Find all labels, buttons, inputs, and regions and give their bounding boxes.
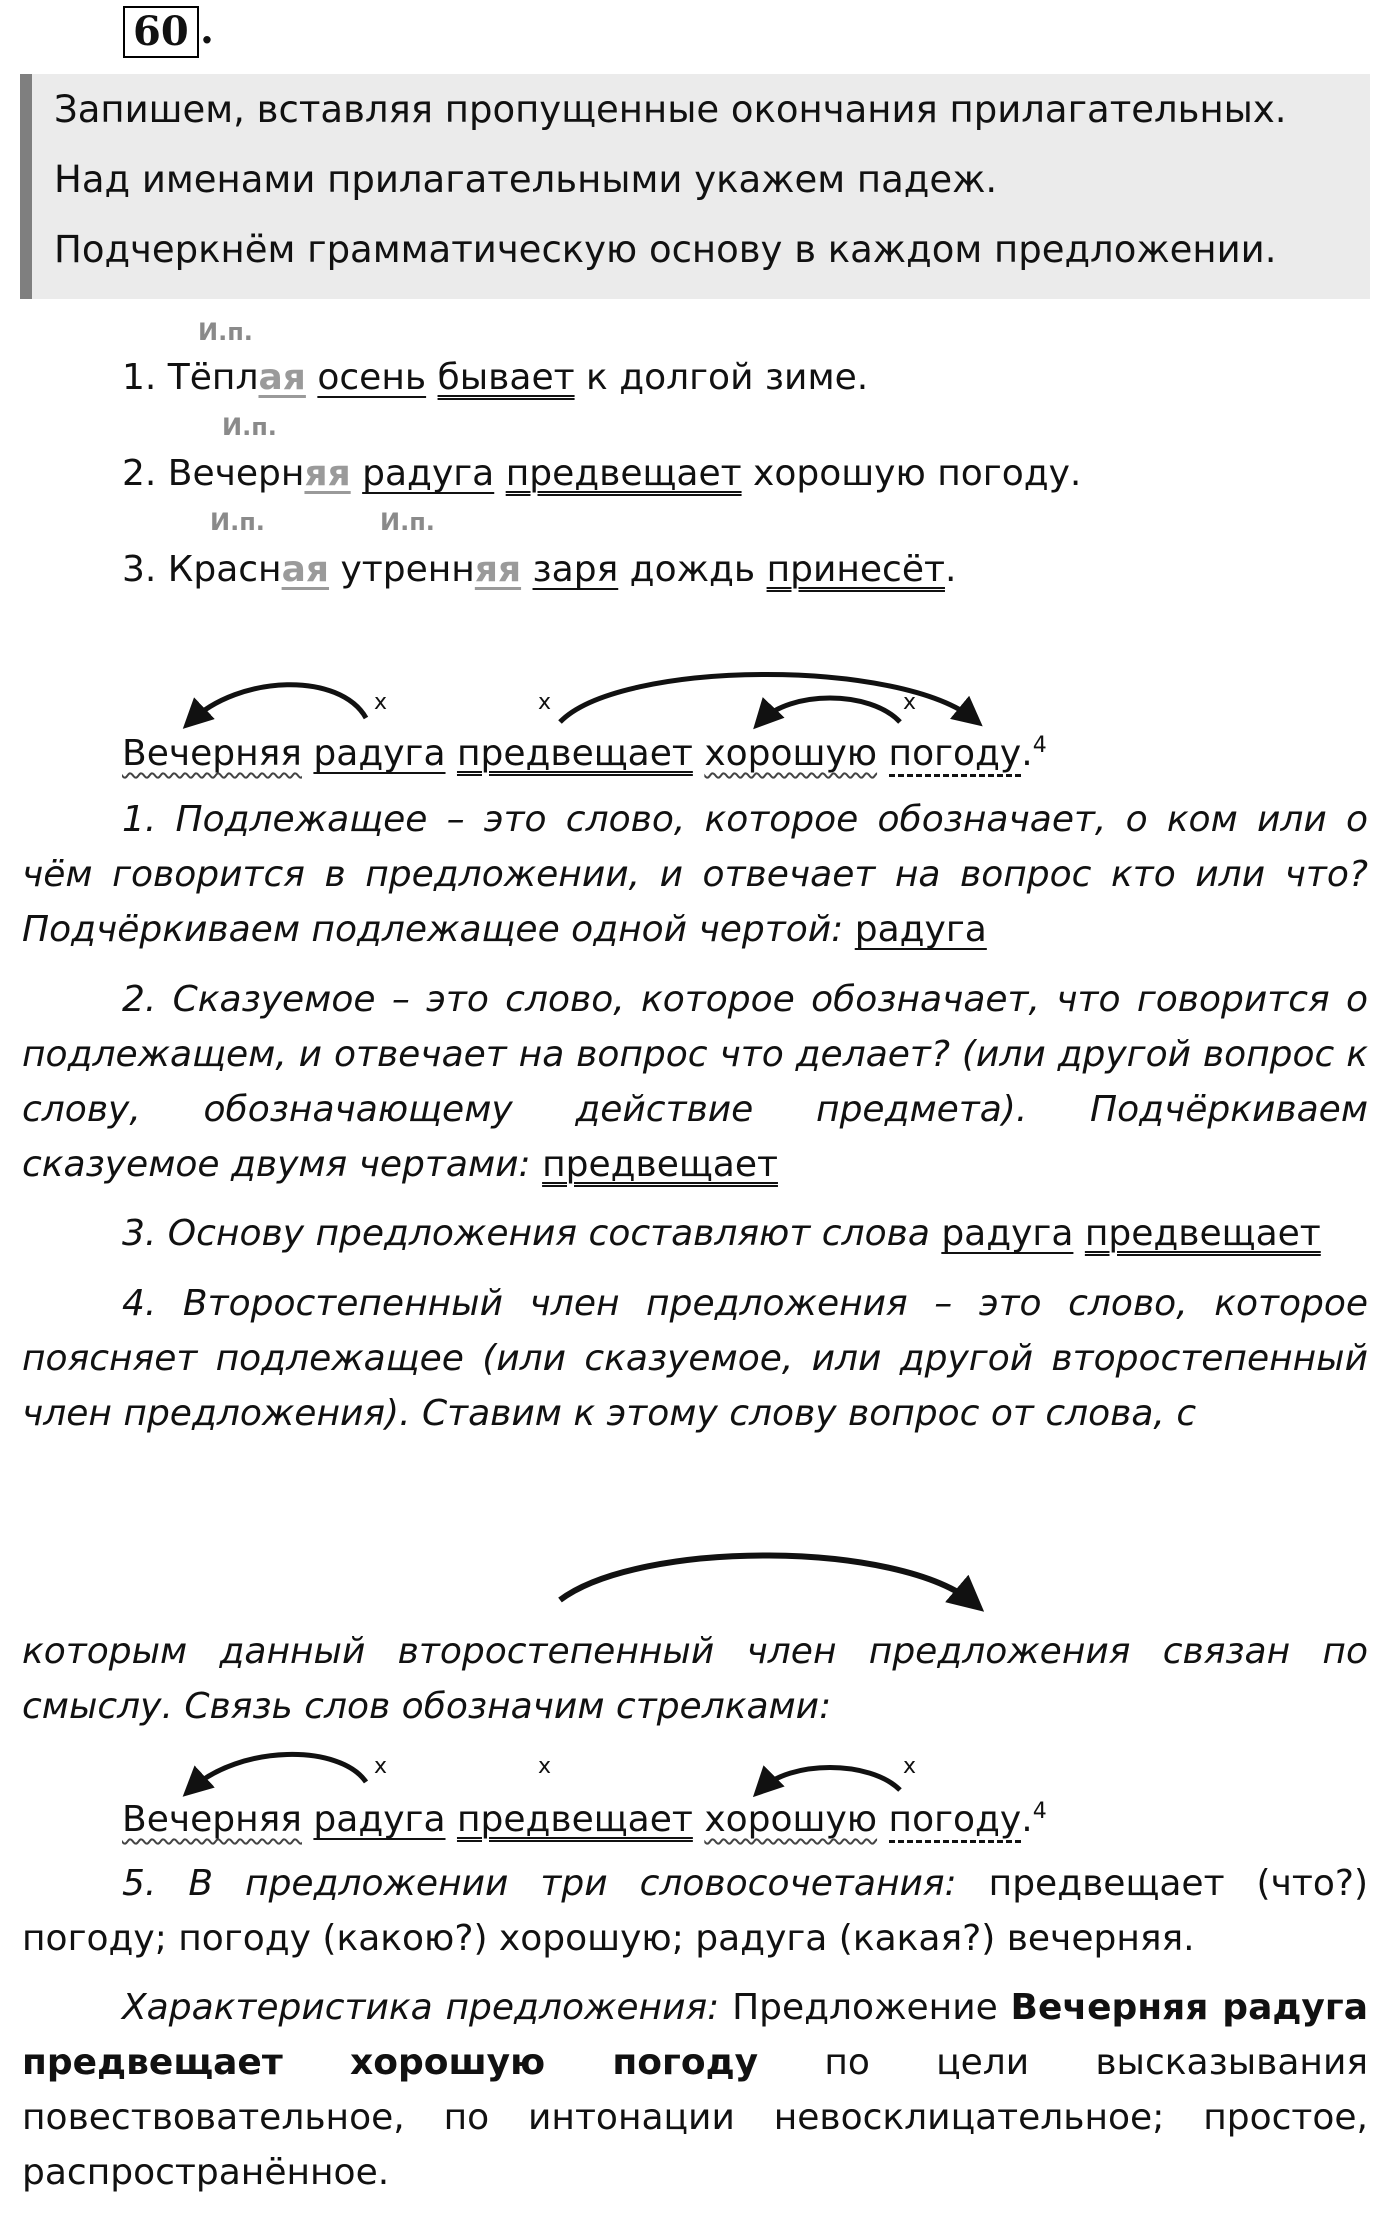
sentence-number: 2.	[122, 453, 168, 494]
adjective-ending: яя	[474, 549, 522, 590]
adjective-ending: яя	[304, 453, 351, 494]
subject: заря	[532, 549, 619, 590]
subject: радуга	[941, 1213, 1074, 1254]
task-line-2: Над именами прилагательными укажем падеж.	[54, 158, 998, 201]
sentence-3	[122, 548, 956, 592]
attribute-word: хорошую	[704, 1799, 878, 1840]
parsed-sentence	[122, 724, 1047, 776]
case-label: И.п.	[222, 413, 277, 441]
predicate: бывает	[437, 357, 575, 398]
sentence-1	[122, 356, 868, 400]
subject: радуга	[854, 909, 987, 950]
sentence-rest: .	[944, 549, 957, 590]
predicate: принесёт	[766, 549, 945, 590]
task-line-3: Подчеркнём грамматическую основу в каждом предложении.	[54, 228, 1277, 271]
x-mark: x	[903, 690, 917, 715]
explanation-1	[22, 792, 1368, 957]
explanation-text: 1. Подлежащее – это слово, которое обозначает, о ком или о чём говорится в предложении, и отвечает на вопрос кто или что? Подчёркиваем подлежащее одной чертой:	[22, 799, 1368, 950]
case-label: И.п.	[210, 508, 265, 536]
arrow-example	[560, 1555, 975, 1604]
exercise-number-dot: .	[200, 6, 214, 53]
explanation-text: которым данный второстепенный член предложения связан по смыслу. Связь слов обозначим стрелками:	[22, 1631, 1368, 1727]
arrow-pogodu-khoroshuyu-2	[760, 1768, 900, 1791]
explanation-text: 2. Сказуемое – это слово, которое обозначает, что говорится о подлежащем, и отвечает на вопрос что делает? (или другой вопрос к слову, обозначающему действие предмета). Подчёркиваем сказуемое двумя чертами:	[22, 979, 1368, 1185]
sentence-number: 1.	[122, 357, 168, 398]
explanation-3	[22, 1206, 1368, 1261]
subject: радуга	[313, 1799, 446, 1840]
parsed-sentence	[122, 1790, 1047, 1842]
subject: радуга	[362, 453, 495, 494]
adjective-stem: Красн	[167, 549, 282, 590]
sentence-2	[122, 452, 1081, 496]
x-mark: x	[538, 1754, 552, 1779]
explanation-text: предвещает (что?) погоду; погоду (какою?) хорошую; радуга (какая?) вечерняя.	[22, 1863, 1369, 1959]
sentence-rest: дождь	[618, 549, 767, 590]
footnote-marker: 4	[1032, 1799, 1047, 1824]
explanation-4	[22, 1276, 1368, 1441]
x-mark: x	[538, 690, 552, 715]
sentence-rest: к долгой зиме.	[574, 357, 869, 398]
x-mark: x	[374, 690, 388, 715]
case-label: И.п.	[198, 318, 253, 346]
predicate: предвещает	[456, 1799, 693, 1840]
sentence-characteristic	[22, 1980, 1368, 2200]
predicate: предвещает	[542, 1144, 778, 1185]
adjective-ending: ая	[258, 357, 306, 398]
arrow-pogodu-khoroshuyu	[760, 698, 900, 722]
adjective-stem: утренн	[329, 549, 475, 590]
footnote-marker: 4	[1032, 733, 1047, 758]
sentence-rest: хорошую погоду.	[741, 453, 1082, 494]
adjective-stem: Тёпл	[167, 357, 259, 398]
explanation-text: 3. Основу предложения составляют слова	[122, 1213, 942, 1254]
subject: осень	[317, 357, 427, 398]
sentence-number: 3.	[122, 549, 168, 590]
arrow-radyga-vechernyaya-2	[190, 1754, 366, 1790]
object-word: погоду	[889, 1799, 1022, 1843]
attribute-word: Вечерняя	[122, 1799, 302, 1840]
exercise-number: 60	[123, 6, 199, 58]
x-mark: x	[903, 1754, 917, 1779]
characteristic-sentence: Вечерняя радуга предвещает хорошую погоду	[22, 1987, 1368, 2083]
period: .	[1021, 733, 1033, 774]
case-label: И.п.	[380, 508, 435, 536]
explanation-text: 4. Второстепенный член предложения – это слово, которое поясняет подлежащее (или сказуемое, или другой второстепенный член предложения). Ставим к этому слову вопрос от слова, с	[22, 1283, 1368, 1434]
explanation-2	[22, 972, 1368, 1192]
period: .	[1021, 1799, 1033, 1840]
adjective-ending: ая	[281, 549, 330, 590]
explanation-label: 5. В предложении три словосочетания:	[122, 1863, 957, 1904]
adjective-stem: Вечерн	[167, 453, 305, 494]
task-line-1: Запишем, вставляя пропущенные окончания прилагательных.	[54, 88, 1287, 131]
explanation-5	[22, 1856, 1368, 1966]
predicate: предвещает	[456, 733, 693, 774]
characteristic-label: Характеристика предложения:	[122, 1987, 720, 2028]
predicate: предвещает	[1084, 1213, 1321, 1254]
task-box	[20, 74, 1370, 299]
attribute-word: хорошую	[704, 733, 878, 774]
object-word: погоду	[889, 733, 1022, 777]
explanation-4-continued	[22, 1624, 1368, 1734]
subject: радуга	[313, 733, 446, 774]
attribute-word: Вечерняя	[122, 733, 302, 774]
x-mark: x	[374, 1754, 388, 1779]
predicate: предвещает	[505, 453, 742, 494]
characteristic-text: по цели высказывания повествовательное, по интонации невосклицательное; простое, распространённое.	[22, 2042, 1369, 2193]
arrow-radyga-vechernyaya	[190, 685, 366, 722]
characteristic-text: Предложение	[719, 1987, 1011, 2028]
